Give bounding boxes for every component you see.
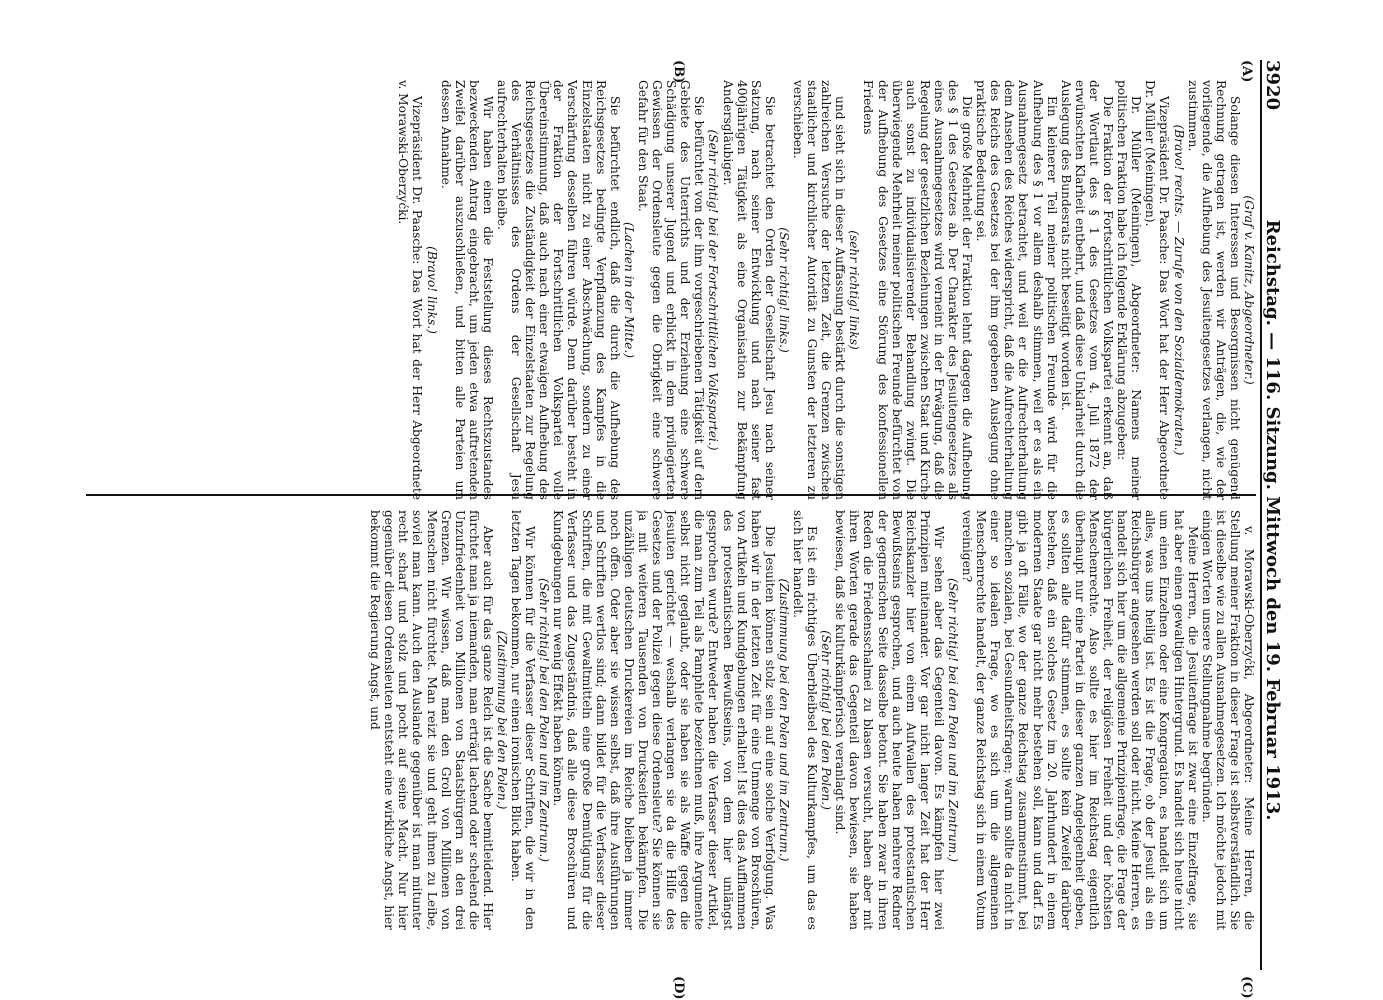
interjection: (Bravo! links.) — [424, 246, 439, 334]
paragraph: Vizepräsident Dr. Paasche: Das Wort hat der Herr Abgeordnete Dr. Müller (Meiningen). — [1143, 80, 1172, 500]
paragraph: Es ist ein richtiges Überbleibsel des Kulturkampfes, um das es sich hier handelt. — [791, 510, 820, 930]
paragraph: Sie befürchtet von der ihm vorgeschriebenen Tätigkeit auf dem Gebiete des Unterrichts und der Erziehung eine schwere Schädigung unserer Jugend und erblickt in dem privilegierten Gewissen der Ordensleute gegen die Obrigkeit eine schwere Gefahr für den Staat. — [635, 80, 707, 500]
interjection: (Sehr richtig! links.) — [776, 227, 791, 353]
margin-mark-c: (C) — [1239, 976, 1254, 999]
paragraph: Wir sehen aber das Gegenteil davon. Es kämpfen hier zwei Prinzipien miteinander. Vor gar nicht langer Zeit hat der Herr Reichskanzler hier von einem Aufwallen des protestantischen Bewußtseins gesprochen, und auch heute haben mehrere Redner der gegnerischen Seite dasselbe betont. Sie haben zwar in ihren Reden die Friedensschalmei zu blasen versucht, haben aber mit ihren Worten gerade das Gegenteil davon bewiesen, sie haben bewiesen, daß sie kulturkämpferisch veranlagt sind. — [833, 510, 946, 930]
interjection: (Lachen in der Mitte.) — [621, 221, 636, 359]
interjection: (Zustimmung bei den Polen und im Zentrum.) — [776, 578, 791, 862]
page-title: Reichstag. — 116. Sitzung. Mittwoch den 19. Februar 1913. — [1262, 219, 1283, 821]
paragraph: Die Fraktion der Fortschrittlichen Volkspartei erkennt an, daß der Wortlaut des § 1 des Gesetzes vom 4. Juli 1872 der erwünschten Klarheit entbehrt, und daß diese Unklarheit durch die Auslegung des Bundesrats nicht beseitigt worden ist. — [1058, 80, 1116, 500]
interjection: (Sehr richtig! bei der Fortschrittlichen Volkspartei.) — [706, 129, 721, 451]
paragraph: Solange diesen Interessen und Besorgnissen nicht genügend Rechnung getragen ist, werden wir Anträgen, die, wie der vorliegende, die Aufhebung des Jesuitengesetzes verlangen, nicht zustimmen. — [1185, 80, 1242, 500]
paragraph: Vizepräsident Dr. Paasche: Das Wort hat der Herr Abgeordnete v. Morawski-Oberzyćki. — [396, 80, 425, 500]
paragraph: Aber auch für das ganze Reich ist die Sache bemitleidend. Hier fürchtet man ja niemanden, man erträgt lachend oder schelend die Unzufriedenheit von Millionen von Staatsbürgern an den drei Grenzen. Wir wissen, daß man den Groll von Millionen von Menschen nicht fürchtet. Man reizt sie und geht ihnen zu Leibe, soviel man kann. Auch den Auslande gegenüber ist man mitunter recht scharf und stolz und pocht auf seine Macht. Nur hier gegenüber diesen Ordensleuten entsteht eine wirkliche Angst, hier bekommt die Regierung Angst, und — [368, 510, 495, 930]
paragraph: Sie befürchtet endlich, daß die durch die Aufhebung des Reichsgesetzes bedingte Verpflanzung des Kampfes in die Einzelstaaten nicht zu einer Abschwächung, sondern zu einer Verschärfung desselben führen würde. Denn darüber besteht in der Fraktion der Fortschrittlichen Volkspartei volle Übereinstimmung, daß auch nach einer etwaigen Aufhebung des Reichsgesetzes die Zuständigkeit der Einzelstaaten zur Regelung des Verhältnisses des Ordens der Gesellschaft Jesu aufrechterhalten bleibe. — [495, 80, 622, 500]
margin-mark-d: (D) — [671, 976, 686, 1000]
interjection: (sehr richtig! links) — [847, 230, 862, 350]
paragraph: Sie betrachtet den Orden der Gesellschaft Jesu nach seiner Satzung, nach seiner Entwicklung und nach seiner fast 400jährigen Tätigkeit als eine Organisation zur Bekämpfung Andersgläubiger. — [720, 80, 777, 500]
paragraph: Dr. Müller (Meiningen), Abgeordneter: Namens meiner politischen Fraktion habe ich folgende Erklärung abzugeben: — [1115, 80, 1144, 500]
left-column — [56, 80, 1256, 500]
paragraph: Wir können für die Verfasser dieser Schriften, die wir in den letzten Tagen bekommen, nur einen ironischen Blick haben. — [509, 510, 538, 930]
rotated-document-page — [2, 0, 1302, 1000]
paragraph: und sieht sich in dieser Auffassung bestärkt durch die sonstigen zahlreichen Versuche der letzten Zeit, die Grenzen zwischen staatlicher und kirchlicher Autorität zu Gunsten der letzteren zu verschieben. — [791, 80, 848, 500]
paragraph: Wir haben einen die Feststellung dieses Rechtszustandes bezweckenden Antrag eingebracht, um jeden etwa auftretenden Zweifel darüber auszuschließen, und bitten alle Parteien um dessen Annahme. — [438, 80, 495, 500]
paragraph: Die große Mehrheit der Fraktion lehnt dagegen die Aufhebung des § 1 des Gesetzes ab. Der Charakter des Jesuitengesetzes als eines Ausnahmegesetzes wird verneint in der Erwägung, daß die Regelung der gesetzlichen Beziehungen zwischen Staat und Kirche auch sonst zu individualisierender Behandlung zwingt. Die überwiegende Mehrheit meiner politischen Freunde befürchtet von der Aufhebung des Gesetzes eine Störung des konfessionellen Friedens — [861, 80, 975, 500]
interjection: (Sehr richtig! bei den Polen und im Zentrum.) — [537, 577, 552, 863]
paragraph: Die Jesuiten können stolz sein auf eine solche Verfolgung. Was haben wir in der letzten Zeit für eine Unmenge von Broschüren, von Artikeln und Kundgebungen erhalten! Ist dies das Aufflammen des protestantischen Bewußtseins, von dem hier unlängst gesprochen wurde? Entweder haben die Verfasser dieser Artikel, die man zum Teil als Pamphlete bezeichnen muß, ihre Argumente selbst nicht geglaubt, oder sie haben sie als Waffe gegen die Jesuiten gerichtet — weshalb verlangen sie da die Hilfe des Gesetzes und der Polizei gegen diese Ordensleute? Sie können sie ja mit weiteren Tausenden von Druckseiten bekämpfen. Die unzähligen deutschen Druckereien im Reiche bleiben ja immer noch offen. Oder aber sie wissen selbst, daß ihre Ausführungen und Schriften wertlos sind; dann bildet für die Verfasser dieser Schriften, die mit Gewaltmitteln eine große Demütigung für die Verfasser und das Zugeständnis, daß alle diese Broschüren und Kundgebungen nur wenig Effekt haben können. — [551, 510, 777, 930]
margin-mark-b: (B) — [671, 60, 686, 84]
page-header — [1260, 60, 1292, 970]
paragraph: Meine Herren, die Jesuitenfrage ist zwar eine Einzelfrage, sie hat aber einen gewaltigen Hintergrund. Es handelt sich heute nicht um einen Einzelnen oder eine Kongregation, es handelt sich um alles, was uns heilig ist. Es ist die Frage, ob der Jesuit als ein Reichsbürger angesehen werden soll oder nicht. Meine Herren, es handelt sich hier um die allgemeine Prinzipienfrage, die Frage der bürgerlichen Freiheit, der religiösen Freiheit und der höchsten Menschenrechte. Also sollte es hier im Reichstag eigentlich überhaupt nur eine Partei in dieser ganzen Angelegenheit geben, es sollten alle dafür stimmen, es sollte kein Zweifel darüber bestehen, daß ein solches Gesetz im 20. Jahrhundert in einem modernen Staate gar nicht mehr bestehen soll, kann und darf. Es gibt ja oft Fälle, wo der ganze Reichstag zusammenstimmt, bei manchen sozialen, bei Gesundheitsfragen; warum sollte da nicht in einer so idealen Frage, wo es sich um die allgemeinen Menschenrechte handelt, der ganze Reichstag sich in einem Votum vereinigen? — [960, 510, 1200, 930]
interjection: (Zustimmung bei den Polen.) — [495, 630, 510, 810]
interjection: (Bravo! rechts. — Zurufe von den Sozialdemokraten.) — [1171, 124, 1186, 456]
paragraph: v. Morawski-Oberzyćki, Abgeordneter: Meine Herren, die Stellung meiner Fraktion in dieser Frage ist selbstverständlich. Sie ist dieselbe wie zu allen Ausnahmegesetzen. Ich möchte jedoch mit einigen Worten unsere Stellungnahme begründen. — [1199, 510, 1256, 930]
margin-mark-a: (A) — [1239, 60, 1254, 83]
interjection: (Sehr richtig! bei den Polen und im Zentrum.) — [946, 577, 961, 863]
page-number: 3920 — [1262, 60, 1283, 111]
interjection: (Sehr richtig! bei den Polen.) — [819, 630, 834, 810]
right-column — [56, 510, 1256, 930]
paragraph: Ein kleinerer Teil meiner politischen Freunde wird für die Aufhebung des § 1 vor allem deshalb stimmen, weil er es als ein Ausnahmegesetz betrachtet, und weil er die Aufrechterhaltung dem Ansehen des Reiches widerspricht, daß die Aufrechterhaltung des Reichs des Gesetzes bei der ihm gegebenen Auslegung ohne praktische Bedeutung sei. — [974, 80, 1059, 500]
interjection: (Graf v. Kanitz, Abgeordneter.) — [1242, 195, 1256, 385]
